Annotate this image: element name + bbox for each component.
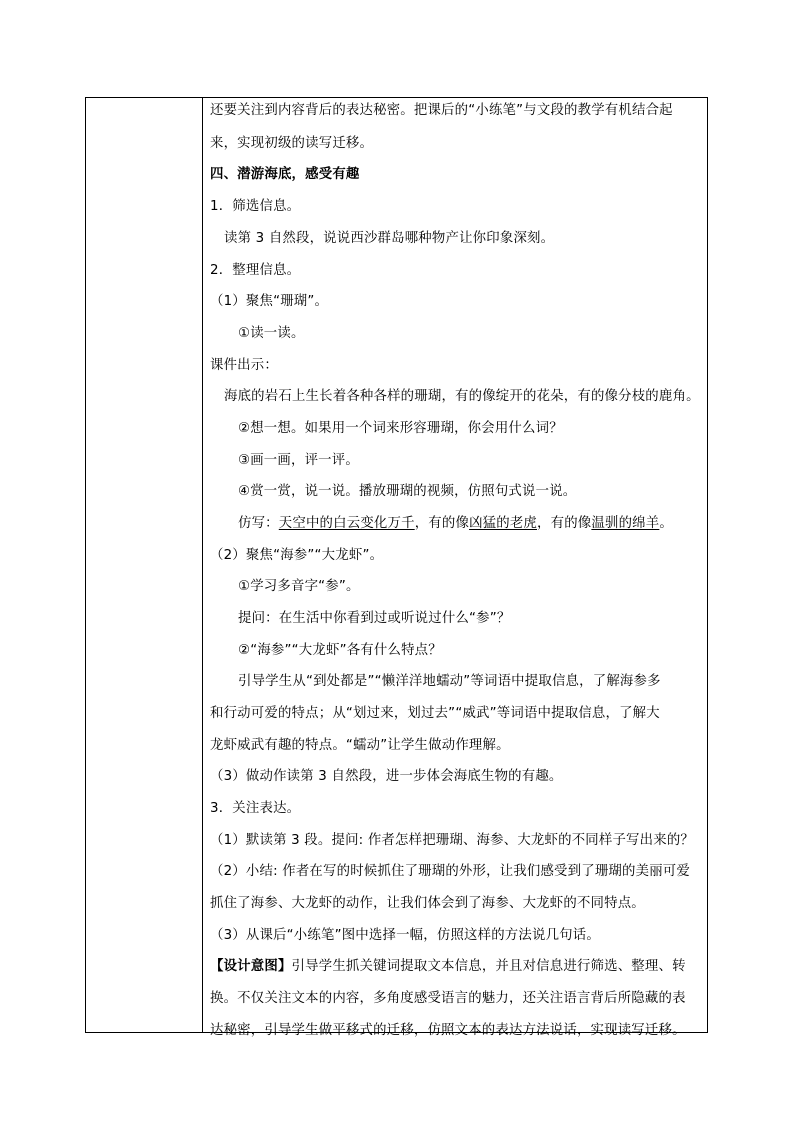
column-divider xyxy=(202,98,203,1032)
paragraph-line: 课件出示： xyxy=(210,358,278,373)
step-heading: 3．关注表达。 xyxy=(210,801,301,816)
list-item: ①学习多音字“参”。 xyxy=(238,579,360,594)
imitation-text: ，有的像 xyxy=(414,516,470,531)
paragraph-line: 达秘密，引导学生做平移式的迁移，仿照文本的表达方法说话，实现读写迁移。 xyxy=(210,1023,686,1038)
design-intent-line xyxy=(210,957,686,977)
left-column-cell xyxy=(86,98,202,1032)
underlined-phrase: 天空中的白云变化万千 xyxy=(278,516,415,531)
lesson-table xyxy=(85,97,708,1038)
list-item: ②“海参”“大龙虾”各有什么特点？ xyxy=(238,643,442,658)
underlined-phrase: 温驯的绵羊 xyxy=(591,516,660,531)
paragraph-line: 引导学生从“到处都是”“懒洋洋地蠕动”等词语中提取信息，了解海参多 xyxy=(238,674,661,689)
list-item: ②想一想。如果用一个词来形容珊瑚，你会用什么词？ xyxy=(238,421,563,436)
sub-heading: （3）做动作读第 3 自然段，进一步体会海底生物的有趣。 xyxy=(210,769,563,784)
imitation-text: ，有的像 xyxy=(537,516,592,531)
paragraph-line: （1）默读第 3 段。提问: 作者怎样把珊瑚、海参、大龙虾的不同样子写出来的？ xyxy=(210,833,695,848)
step-heading: 1．筛选信息。 xyxy=(210,199,301,214)
imitation-line xyxy=(238,514,673,534)
quote-line: 海底的岩石上生长着各种各样的珊瑚，有的像绽开的花朵，有的像分枝的鹿角。 xyxy=(224,389,700,404)
list-item: ④赏一赏，说一说。播放珊瑚的视频，仿照句式说一说。 xyxy=(238,484,577,499)
list-item: ③画一画，评一评。 xyxy=(238,453,359,468)
section-heading: 四、潜游海底，感受有趣 xyxy=(210,167,360,182)
list-item: 提问：在生活中你看到过或听说过什么“参”？ xyxy=(238,611,511,626)
imitation-prefix: 仿写： xyxy=(238,516,279,531)
paragraph-line: 读第 3 自然段，说说西沙群岛哪种物产让你印象深刻。 xyxy=(224,231,555,246)
paragraph-line: （3）从课后“小练笔”图中选择一幅，仿照这样的方法说几句话。 xyxy=(210,928,600,943)
paragraph-line: 还要关注到内容背后的表达秘密。把课后的“小练笔”与文段的教学有机结合起 xyxy=(210,103,673,118)
paragraph-line: 和行动可爱的特点；从“划过来，划过去”“威武”等词语中提取信息，了解大 xyxy=(210,706,660,721)
design-intent-label: 【设计意图】 xyxy=(210,959,292,974)
underlined-phrase: 凶猛的老虎 xyxy=(469,516,538,531)
paragraph-line: 换。不仅关注文本的内容，多角度感受语言的魅力，还关注语言背后所隐藏的表 xyxy=(210,991,686,1006)
imitation-text: 。 xyxy=(659,516,673,531)
paragraph-line: （2）小结: 作者在写的时候抓住了珊瑚的外形，让我们感受到了珊瑚的美丽可爱 xyxy=(210,864,690,879)
step-heading: 2．整理信息。 xyxy=(210,263,301,278)
sub-heading: （1）聚焦“珊瑚”。 xyxy=(210,294,329,309)
paragraph-line: 抓住了海参、大龙虾的动作，让我们体会到了海参、大龙虾的不同特点。 xyxy=(210,896,645,911)
list-item: ①读一读。 xyxy=(238,326,305,341)
sub-heading: （2）聚焦“海参”“大龙虾”。 xyxy=(210,548,384,563)
design-intent-text: 引导学生抓关键词提取文本信息，并且对信息进行筛选、整理、转 xyxy=(291,959,686,974)
paragraph-line: 来，实现初级的读写迁移。 xyxy=(210,136,374,151)
paragraph-line: 龙虾威武有趣的特点。“蠕动”让学生做动作理解。 xyxy=(210,738,510,753)
